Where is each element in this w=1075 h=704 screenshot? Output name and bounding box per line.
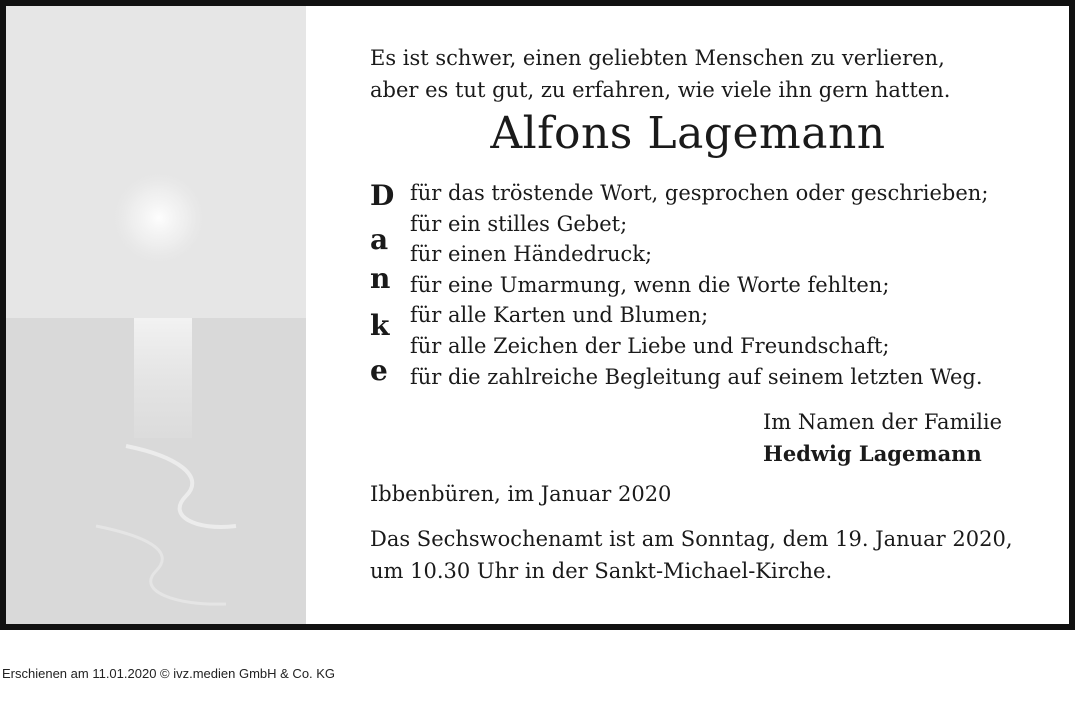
intro-text — [370, 42, 950, 106]
danke-letter: D — [370, 179, 395, 212]
danke-letter: k — [370, 308, 390, 342]
danke-letter: n — [370, 261, 391, 295]
signature-name: Hedwig Lagemann — [763, 441, 982, 466]
thanks-line: für alle Karten und Blumen; — [410, 303, 709, 328]
danke-letter: a — [370, 223, 389, 257]
intro-line: Es ist schwer, einen geliebten Menschen zu verlieren, — [370, 46, 945, 70]
deceased-name: Alfons Lagemann — [490, 108, 886, 159]
signature-line: Im Namen der Familie — [763, 410, 1003, 434]
thanks-line: für die zahlreiche Begleitung auf seinem letzten Weg. — [410, 364, 983, 389]
thanks-line: für alle Zeichen der Liebe und Freundschaft; — [410, 333, 890, 358]
danke-block — [370, 178, 1030, 392]
obituary-content — [370, 6, 1070, 624]
thanks-line: für ein stilles Gebet; — [410, 211, 628, 236]
signature-block — [763, 406, 1002, 470]
service-notice — [370, 523, 1013, 587]
publication-footer: Erschienen am 11.01.2020 © ivz.medien GmbH & Co. KG — [2, 666, 336, 681]
sea-photo-graphic — [6, 6, 306, 624]
intro-line: aber es tut gut, zu erfahren, wie viele ihn gern hatten. — [370, 78, 951, 102]
place-date: Ibbenbüren, im Januar 2020 — [370, 482, 672, 506]
thanks-line: für einen Händedruck; — [410, 242, 653, 267]
notice-line: um 10.30 Uhr in der Sankt-Michael-Kirche. — [370, 559, 833, 583]
sunset-sea-photo — [6, 6, 306, 624]
thanks-line: für eine Umarmung, wenn die Worte fehlten; — [410, 272, 890, 297]
danke-letter: e — [370, 353, 388, 387]
thanks-line: für das tröstende Wort, gesprochen oder geschrieben; — [410, 181, 989, 205]
notice-line: Das Sechswochenamt ist am Sonntag, dem 19. Januar 2020, — [370, 527, 1013, 551]
